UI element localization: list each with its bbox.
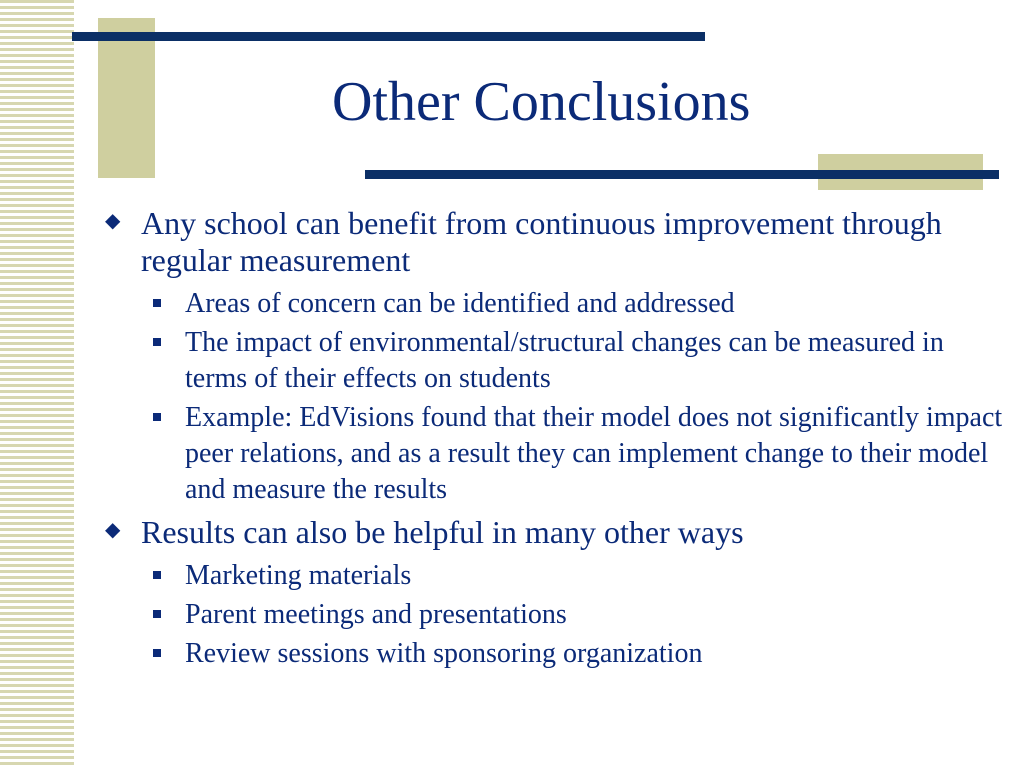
sub-bullet-text: Review sessions with sponsoring organization bbox=[185, 638, 703, 669]
slide-title: Other Conclusions bbox=[332, 71, 751, 133]
sub-bullet-item bbox=[105, 286, 1005, 322]
sub-bullet-item bbox=[105, 597, 1005, 633]
sub-bullet-item bbox=[105, 558, 1005, 594]
sub-bullet-text: Example: EdVisions found that their model does not significantly impact peer relations, and as a result they can implement change to their model and measure the results bbox=[185, 402, 1003, 505]
bullet-text: Any school can benefit from continuous improvement through regular measurement bbox=[141, 205, 942, 278]
sub-bullet-text: Areas of concern can be identified and addressed bbox=[185, 288, 735, 319]
sub-bullet-text: Marketing materials bbox=[185, 560, 412, 591]
sub-bullet-item bbox=[105, 636, 1005, 672]
decorative-stripe-band bbox=[0, 0, 74, 768]
sub-bullet-item bbox=[105, 400, 1005, 508]
sub-bullet-list bbox=[105, 558, 1005, 672]
bullet-item bbox=[105, 205, 1005, 279]
accent-block-left bbox=[98, 18, 155, 178]
sub-bullet-text: Parent meetings and presentations bbox=[185, 599, 567, 630]
title-rule-bottom bbox=[365, 170, 999, 179]
square-bullet-icon bbox=[153, 413, 161, 421]
square-bullet-icon bbox=[153, 571, 161, 579]
square-bullet-icon bbox=[153, 610, 161, 618]
sub-bullet-list bbox=[105, 286, 1005, 508]
slide-content bbox=[105, 205, 1005, 678]
square-bullet-icon bbox=[153, 299, 161, 307]
square-bullet-icon bbox=[153, 649, 161, 657]
diamond-bullet-icon: ◆ bbox=[105, 519, 121, 541]
bullet-item bbox=[105, 514, 1005, 551]
square-bullet-icon bbox=[153, 338, 161, 346]
diamond-bullet-icon: ◆ bbox=[105, 210, 121, 232]
sub-bullet-item bbox=[105, 325, 1005, 397]
title-rule-top bbox=[72, 32, 705, 41]
sub-bullet-text: The impact of environmental/structural changes can be measured in terms of their effects on students bbox=[185, 327, 944, 394]
bullet-text: Results can also be helpful in many other ways bbox=[141, 514, 744, 550]
